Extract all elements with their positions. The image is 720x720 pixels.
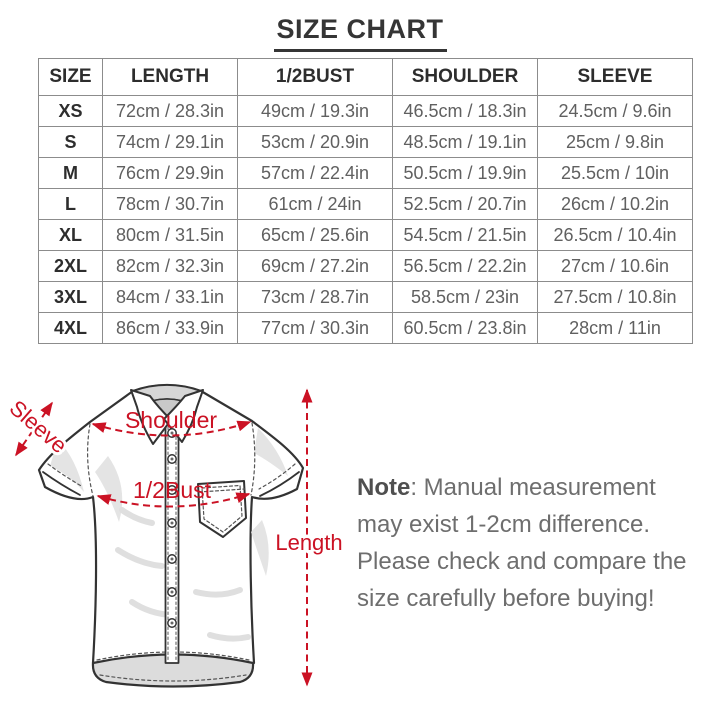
table-row	[39, 282, 693, 313]
measurement-cell: 48.5cm / 19.1in	[393, 127, 538, 158]
size-cell: M	[39, 158, 103, 189]
measurement-cell: 76cm / 29.9in	[103, 158, 238, 189]
measurement-cell: 27cm / 10.6in	[538, 251, 693, 282]
measurement-cell: 60.5cm / 23.8in	[393, 313, 538, 344]
half-bust-label: 1/2Bust	[133, 477, 211, 503]
size-cell: S	[39, 127, 103, 158]
table-row	[39, 220, 693, 251]
measurement-cell: 26.5cm / 10.4in	[538, 220, 693, 251]
measurement-cell: 46.5cm / 18.3in	[393, 96, 538, 127]
measurement-cell: 73cm / 28.7in	[238, 282, 393, 313]
table-row	[39, 127, 693, 158]
column-header-length: LENGTH	[103, 59, 238, 96]
measurement-cell: 25cm / 9.8in	[538, 127, 693, 158]
measurement-cell: 78cm / 30.7in	[103, 189, 238, 220]
page-title: SIZE CHART	[274, 14, 447, 52]
table-row	[39, 251, 693, 282]
measurement-cell: 84cm / 33.1in	[103, 282, 238, 313]
measurement-cell: 25.5cm / 10in	[538, 158, 693, 189]
size-cell: 3XL	[39, 282, 103, 313]
size-cell: XL	[39, 220, 103, 251]
note-body: : Manual measurement may exist 1-2cm difference. Please check and compare the size carefully before buying!	[357, 474, 687, 612]
note-text	[357, 469, 693, 617]
size-table	[38, 58, 693, 344]
note-label: Note	[357, 474, 411, 501]
measurement-cell: 86cm / 33.9in	[103, 313, 238, 344]
header-row	[39, 59, 693, 96]
size-cell: XS	[39, 96, 103, 127]
measurement-cell: 74cm / 29.1in	[103, 127, 238, 158]
column-header-bust: 1/2BUST	[238, 59, 393, 96]
table-row	[39, 189, 693, 220]
measurement-cell: 50.5cm / 19.9in	[393, 158, 538, 189]
page-title-wrap	[0, 14, 720, 52]
measurement-cell: 80cm / 31.5in	[103, 220, 238, 251]
table-row	[39, 158, 693, 189]
measurement-cell: 61cm / 24in	[238, 189, 393, 220]
sleeve-label: Sleeve	[4, 395, 72, 459]
table-row	[39, 96, 693, 127]
measurement-cell: 28cm / 11in	[538, 313, 693, 344]
measurement-cell: 77cm / 30.3in	[238, 313, 393, 344]
column-header-size: SIZE	[39, 59, 103, 96]
measurement-cell: 26cm / 10.2in	[538, 189, 693, 220]
shoulder-label: Shoulder	[124, 407, 218, 433]
column-header-shoulder: SHOULDER	[393, 59, 538, 96]
size-cell: 4XL	[39, 313, 103, 344]
measurement-cell: 56.5cm / 22.2in	[393, 251, 538, 282]
measurement-cell: 54.5cm / 21.5in	[393, 220, 538, 251]
measurement-cell: 49cm / 19.3in	[238, 96, 393, 127]
size-cell: L	[39, 189, 103, 220]
length-label: Length	[275, 530, 343, 555]
measurement-cell: 27.5cm / 10.8in	[538, 282, 693, 313]
measurement-cell: 57cm / 22.4in	[238, 158, 393, 189]
size-cell: 2XL	[39, 251, 103, 282]
measurement-cell: 24.5cm / 9.6in	[538, 96, 693, 127]
shirt-measurement-diagram	[0, 360, 350, 720]
column-header-sleeve: SLEEVE	[538, 59, 693, 96]
measurement-cell: 82cm / 32.3in	[103, 251, 238, 282]
measurement-cell: 72cm / 28.3in	[103, 96, 238, 127]
measurement-cell: 58.5cm / 23in	[393, 282, 538, 313]
measurement-cell: 65cm / 25.6in	[238, 220, 393, 251]
measurement-cell: 69cm / 27.2in	[238, 251, 393, 282]
measurement-cell: 53cm / 20.9in	[238, 127, 393, 158]
table-row	[39, 313, 693, 344]
measurement-cell: 52.5cm / 20.7in	[393, 189, 538, 220]
